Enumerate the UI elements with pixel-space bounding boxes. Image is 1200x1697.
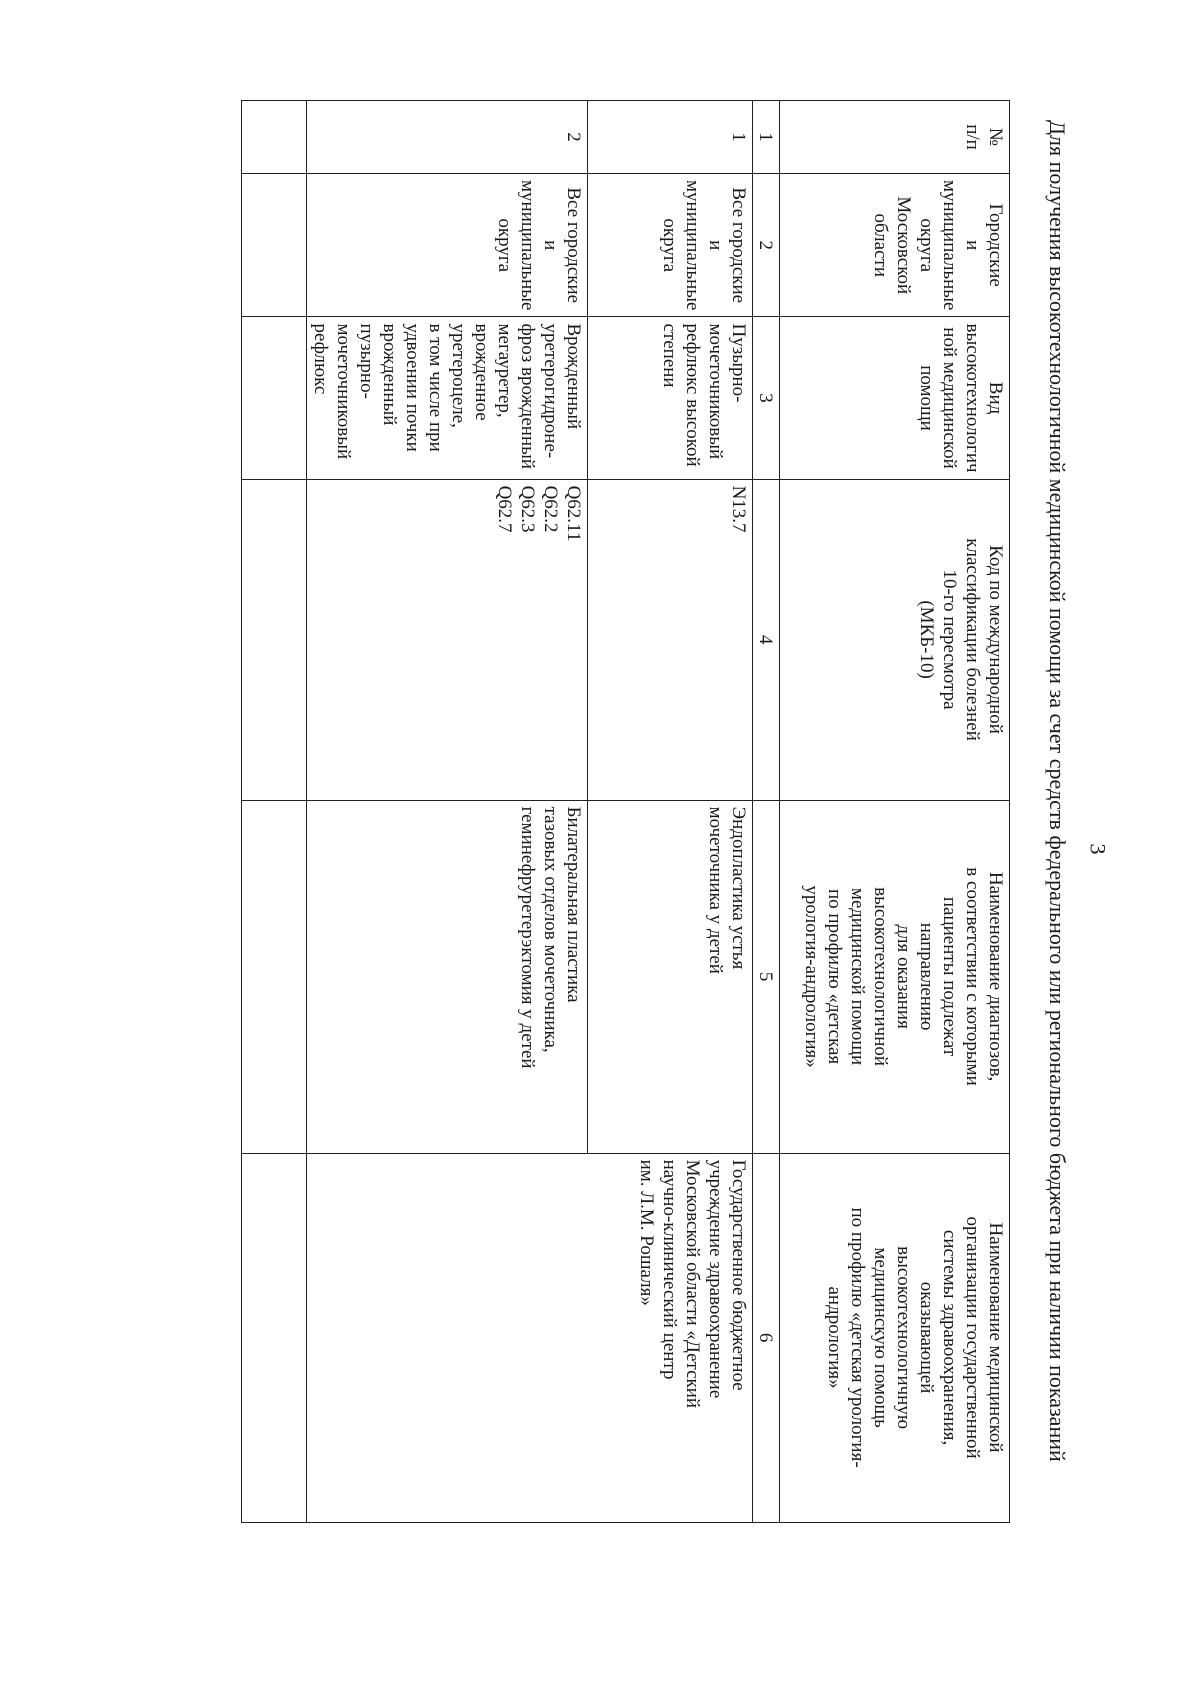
header-icd-code: Код по международной классификации болезней 10-го пересмотра (МКБ-10) — [780, 479, 1010, 800]
row-diagnosis: Билатеральная пластика тазовых отделов мочеточника, геминефруретерэктомия у детей — [307, 800, 588, 1153]
empty-cell — [242, 1153, 307, 1522]
column-number: 2 — [753, 174, 780, 317]
hospital-referral-table — [241, 100, 1010, 1523]
column-number: 3 — [753, 317, 780, 479]
row-number: 1 — [588, 101, 753, 174]
header-organization: Наименование медицинской организации государственной системы здравоохранения, оказывающей высокотехнологичную медицинскую помощь по профилю «детская урология- андрология» — [780, 1153, 1010, 1522]
row-diagnosis: Эндопластика устья мочеточника у детей — [588, 800, 753, 1153]
column-number-row — [753, 101, 780, 1523]
header-diagnosis: Наименование диагнозов, в соответствии с которыми пациенты подлежат направлению для оказания высокотехнологичной медицинской помощи по профилю «детская урология-андрология» — [780, 800, 1010, 1153]
empty-cell — [242, 101, 307, 174]
row-icd-code: Q62.11 Q62.2 Q62.3 Q62.7 — [307, 479, 588, 800]
header-district: Городские и муниципальные округа Московской области — [780, 174, 1010, 317]
row-care-type: Пузырно- мочеточниковый рефлюкс высокой степени — [588, 317, 753, 479]
empty-cell — [242, 800, 307, 1153]
column-number: 4 — [753, 479, 780, 800]
row-icd-code: N13.7 — [588, 479, 753, 800]
row-district: Все городские и муниципальные округа — [588, 174, 753, 317]
empty-cell — [242, 174, 307, 317]
document-title: Для получения высокотехнологичной медицинской помощи за счет средств федерального или регионального бюджета при наличии показаний — [1045, 120, 1070, 1462]
row-district: Все городские и муниципальные округа — [307, 174, 588, 317]
row-care-type: Врожденный уретерогидроне- фроз врожденный мегауретер, врожденное уретероцеле, в том числе при удвоении почки врожденный пузырно- мочеточниковый рефлюкс — [307, 317, 588, 479]
table-row-empty — [242, 101, 307, 1523]
rotated-page-content — [240, 120, 1070, 1640]
header-care-type: Вид высокотехнологич ной медицинской помощи — [780, 317, 1010, 479]
empty-cell — [242, 317, 307, 479]
empty-cell — [242, 479, 307, 800]
header-number: № п/п — [780, 101, 1010, 174]
column-number: 1 — [753, 101, 780, 174]
table-row — [588, 101, 753, 1523]
row-organization: Государственное бюджетное учреждение здравоохранение Московской области «Детский научно-клинический центр им. Л.М. Рошаля» — [307, 1153, 753, 1522]
column-number: 6 — [753, 1153, 780, 1522]
column-number: 5 — [753, 800, 780, 1153]
page-number: 3 — [1085, 843, 1111, 855]
row-number: 2 — [307, 101, 588, 174]
table-header-row — [780, 101, 1010, 1523]
